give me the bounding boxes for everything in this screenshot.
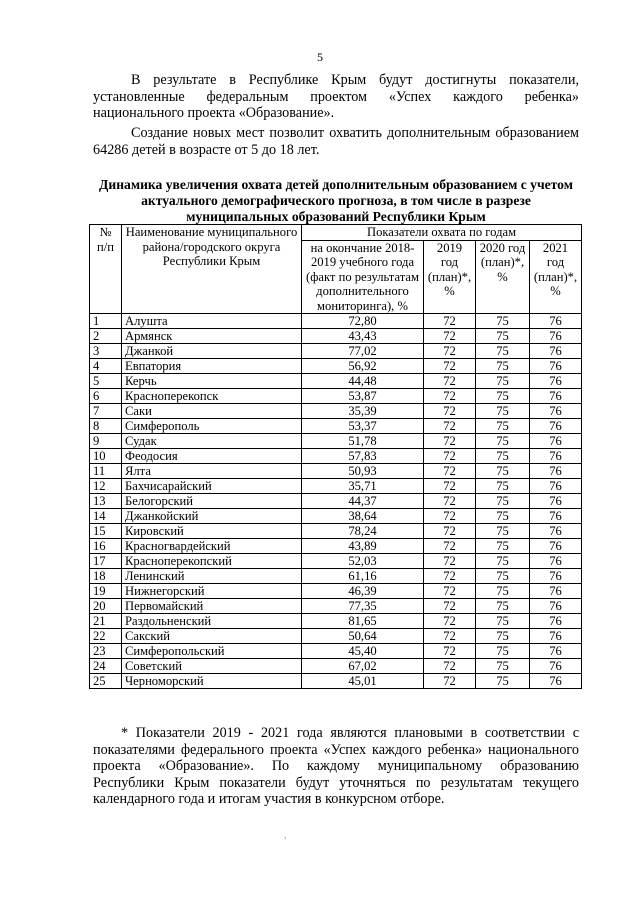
row-municipality: Кировский <box>122 524 302 539</box>
table-row <box>90 554 582 569</box>
row-number: 4 <box>90 359 122 374</box>
row-fact-value: 77,02 <box>302 344 424 359</box>
row-number: 14 <box>90 509 122 524</box>
row-municipality: Судак <box>122 434 302 449</box>
row-plan-2019: 72 <box>424 479 476 494</box>
row-plan-2021: 76 <box>530 674 582 689</box>
table-row <box>90 344 582 359</box>
row-plan-2020: 75 <box>476 419 530 434</box>
table-row <box>90 509 582 524</box>
row-fact-value: 45,01 <box>302 674 424 689</box>
row-municipality: Евпатория <box>122 359 302 374</box>
header-2021: 2021 год (план)*, % <box>530 240 582 314</box>
row-fact-value: 78,24 <box>302 524 424 539</box>
row-number: 15 <box>90 524 122 539</box>
row-plan-2019: 72 <box>424 314 476 329</box>
row-plan-2019: 72 <box>424 659 476 674</box>
row-plan-2021: 76 <box>530 359 582 374</box>
row-plan-2020: 75 <box>476 644 530 659</box>
header-name: Наименование муниципального района/городского округа Республики Крым <box>122 225 302 314</box>
row-plan-2020: 75 <box>476 464 530 479</box>
row-fact-value: 53,37 <box>302 419 424 434</box>
row-plan-2020: 75 <box>476 329 530 344</box>
table-header-row <box>90 225 582 241</box>
row-plan-2021: 76 <box>530 524 582 539</box>
row-plan-2019: 72 <box>424 389 476 404</box>
row-number: 20 <box>90 599 122 614</box>
row-plan-2019: 72 <box>424 464 476 479</box>
row-number: 16 <box>90 539 122 554</box>
row-fact-value: 50,93 <box>302 464 424 479</box>
row-municipality: Керчь <box>122 374 302 389</box>
table-row <box>90 644 582 659</box>
row-plan-2020: 75 <box>476 359 530 374</box>
row-plan-2019: 72 <box>424 674 476 689</box>
row-plan-2020: 75 <box>476 614 530 629</box>
row-plan-2020: 75 <box>476 524 530 539</box>
row-plan-2020: 75 <box>476 584 530 599</box>
row-municipality: Черноморский <box>122 674 302 689</box>
row-municipality: Джанкой <box>122 344 302 359</box>
row-plan-2020: 75 <box>476 629 530 644</box>
row-plan-2020: 75 <box>476 539 530 554</box>
row-plan-2020: 75 <box>476 509 530 524</box>
table-row <box>90 629 582 644</box>
row-plan-2021: 76 <box>530 509 582 524</box>
row-plan-2020: 75 <box>476 449 530 464</box>
row-plan-2019: 72 <box>424 629 476 644</box>
row-plan-2021: 76 <box>530 404 582 419</box>
row-plan-2019: 72 <box>424 344 476 359</box>
table-row <box>90 614 582 629</box>
row-fact-value: 46,39 <box>302 584 424 599</box>
header-group: Показатели охвата по годам <box>302 225 582 241</box>
row-municipality: Саки <box>122 404 302 419</box>
row-plan-2021: 76 <box>530 644 582 659</box>
row-number: 12 <box>90 479 122 494</box>
row-number: 18 <box>90 569 122 584</box>
row-plan-2021: 76 <box>530 344 582 359</box>
row-municipality: Джанкойский <box>122 509 302 524</box>
row-plan-2019: 72 <box>424 644 476 659</box>
row-municipality: Раздольненский <box>122 614 302 629</box>
row-plan-2021: 76 <box>530 464 582 479</box>
row-number: 3 <box>90 344 122 359</box>
row-plan-2019: 72 <box>424 359 476 374</box>
row-municipality: Первомайский <box>122 599 302 614</box>
row-fact-value: 52,03 <box>302 554 424 569</box>
row-plan-2019: 72 <box>424 614 476 629</box>
row-plan-2021: 76 <box>530 419 582 434</box>
row-fact-value: 72,80 <box>302 314 424 329</box>
row-plan-2020: 75 <box>476 344 530 359</box>
row-plan-2020: 75 <box>476 389 530 404</box>
table-title: Динамика увеличения охвата детей дополнительным образованием с учетом актуального демографического прогноза, в том числе в разрезе муниципальных образований Республики Крым <box>99 177 573 224</box>
table-row <box>90 494 582 509</box>
row-plan-2021: 76 <box>530 479 582 494</box>
page-number: 5 <box>317 50 323 64</box>
header-fact: на окончание 2018-2019 учебного года (факт по результатам дополнительного мониторинга), % <box>302 240 424 314</box>
table-row <box>90 599 582 614</box>
row-plan-2019: 72 <box>424 404 476 419</box>
row-fact-value: 61,16 <box>302 569 424 584</box>
row-number: 6 <box>90 389 122 404</box>
row-municipality: Симферопольский <box>122 644 302 659</box>
table-row <box>90 449 582 464</box>
row-municipality: Сакский <box>122 629 302 644</box>
table-row <box>90 404 582 419</box>
header-num: № п/п <box>90 225 122 314</box>
row-fact-value: 50,64 <box>302 629 424 644</box>
row-plan-2019: 72 <box>424 524 476 539</box>
row-plan-2020: 75 <box>476 659 530 674</box>
row-number: 19 <box>90 584 122 599</box>
row-plan-2019: 72 <box>424 599 476 614</box>
row-plan-2019: 72 <box>424 584 476 599</box>
row-number: 8 <box>90 419 122 434</box>
row-municipality: Феодосия <box>122 449 302 464</box>
row-plan-2021: 76 <box>530 314 582 329</box>
row-fact-value: 43,89 <box>302 539 424 554</box>
row-number: 23 <box>90 644 122 659</box>
table-row <box>90 314 582 329</box>
row-number: 11 <box>90 464 122 479</box>
row-fact-value: 81,65 <box>302 614 424 629</box>
row-plan-2021: 76 <box>530 614 582 629</box>
table-row <box>90 524 582 539</box>
table-row <box>90 479 582 494</box>
row-number: 10 <box>90 449 122 464</box>
header-2019: 2019 год (план)*, % <box>424 240 476 314</box>
row-fact-value: 77,35 <box>302 599 424 614</box>
row-plan-2021: 76 <box>530 599 582 614</box>
paragraph-new-places: Создание новых мест позволит охватить дополнительным образованием 64286 детей в возрасте от 5 до 18 лет. <box>93 125 579 158</box>
row-municipality: Красноперекопск <box>122 389 302 404</box>
row-municipality: Армянск <box>122 329 302 344</box>
row-plan-2021: 76 <box>530 659 582 674</box>
row-municipality: Бахчисарайский <box>122 479 302 494</box>
row-plan-2021: 76 <box>530 539 582 554</box>
row-fact-value: 35,71 <box>302 479 424 494</box>
row-plan-2020: 75 <box>476 599 530 614</box>
row-fact-value: 51,78 <box>302 434 424 449</box>
row-plan-2020: 75 <box>476 554 530 569</box>
row-fact-value: 44,37 <box>302 494 424 509</box>
table-row <box>90 359 582 374</box>
scan-mark: , <box>284 830 287 841</box>
table-row <box>90 659 582 674</box>
row-municipality: Симферополь <box>122 419 302 434</box>
row-plan-2019: 72 <box>424 509 476 524</box>
row-number: 5 <box>90 374 122 389</box>
row-plan-2021: 76 <box>530 629 582 644</box>
row-plan-2020: 75 <box>476 674 530 689</box>
row-plan-2019: 72 <box>424 329 476 344</box>
row-number: 7 <box>90 404 122 419</box>
footnote: * Показатели 2019 - 2021 года являются плановыми в соответствии с показателями федерального проекта «Успех каждого ребенка» национального проекта «Образование». По каждому муниципальному образованию Республики Крым показатели будут уточняться по результатам текущего календарного года и итогам участия в конкурсном отборе. <box>93 725 579 807</box>
row-plan-2020: 75 <box>476 374 530 389</box>
table-row <box>90 674 582 689</box>
row-plan-2019: 72 <box>424 569 476 584</box>
row-number: 25 <box>90 674 122 689</box>
row-number: 21 <box>90 614 122 629</box>
table-row <box>90 374 582 389</box>
row-number: 1 <box>90 314 122 329</box>
row-plan-2021: 76 <box>530 374 582 389</box>
row-plan-2019: 72 <box>424 374 476 389</box>
row-number: 22 <box>90 629 122 644</box>
row-plan-2019: 72 <box>424 554 476 569</box>
row-plan-2020: 75 <box>476 494 530 509</box>
row-plan-2021: 76 <box>530 434 582 449</box>
row-municipality: Красноперекопский <box>122 554 302 569</box>
row-fact-value: 57,83 <box>302 449 424 464</box>
row-plan-2021: 76 <box>530 554 582 569</box>
row-municipality: Нижнегорский <box>122 584 302 599</box>
table-row <box>90 434 582 449</box>
table-row <box>90 464 582 479</box>
row-plan-2020: 75 <box>476 569 530 584</box>
row-plan-2020: 75 <box>476 314 530 329</box>
row-number: 2 <box>90 329 122 344</box>
row-fact-value: 35,39 <box>302 404 424 419</box>
row-plan-2020: 75 <box>476 479 530 494</box>
table-row <box>90 329 582 344</box>
table-row <box>90 569 582 584</box>
table-row <box>90 419 582 434</box>
row-number: 24 <box>90 659 122 674</box>
row-plan-2021: 76 <box>530 329 582 344</box>
row-plan-2021: 76 <box>530 584 582 599</box>
row-fact-value: 45,40 <box>302 644 424 659</box>
row-plan-2021: 76 <box>530 494 582 509</box>
row-number: 13 <box>90 494 122 509</box>
row-fact-value: 67,02 <box>302 659 424 674</box>
row-plan-2019: 72 <box>424 494 476 509</box>
row-plan-2019: 72 <box>424 539 476 554</box>
row-plan-2021: 76 <box>530 449 582 464</box>
row-municipality: Красногвардейский <box>122 539 302 554</box>
row-number: 17 <box>90 554 122 569</box>
row-plan-2019: 72 <box>424 449 476 464</box>
row-municipality: Белогорский <box>122 494 302 509</box>
paragraph-results: В результате в Республике Крым будут достигнуты показатели, установленные федеральным проектом «Успех каждого ребенка» национального проекта «Образование». <box>93 72 579 121</box>
row-municipality: Алушта <box>122 314 302 329</box>
table-row <box>90 584 582 599</box>
table-row <box>90 539 582 554</box>
row-fact-value: 38,64 <box>302 509 424 524</box>
row-plan-2019: 72 <box>424 419 476 434</box>
row-plan-2019: 72 <box>424 434 476 449</box>
row-plan-2021: 76 <box>530 389 582 404</box>
row-plan-2020: 75 <box>476 404 530 419</box>
row-plan-2020: 75 <box>476 434 530 449</box>
row-fact-value: 43,43 <box>302 329 424 344</box>
row-fact-value: 56,92 <box>302 359 424 374</box>
table-row <box>90 389 582 404</box>
header-2020: 2020 год (план)*, % <box>476 240 530 314</box>
row-fact-value: 53,87 <box>302 389 424 404</box>
row-fact-value: 44,48 <box>302 374 424 389</box>
row-plan-2021: 76 <box>530 569 582 584</box>
row-municipality: Ялта <box>122 464 302 479</box>
row-municipality: Ленинский <box>122 569 302 584</box>
row-number: 9 <box>90 434 122 449</box>
coverage-table <box>89 224 582 689</box>
row-municipality: Советский <box>122 659 302 674</box>
